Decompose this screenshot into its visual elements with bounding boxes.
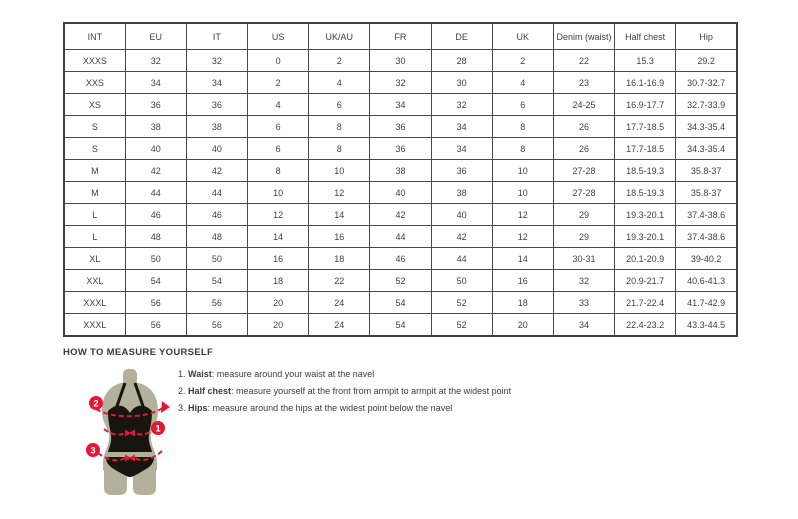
column-header: EU: [125, 23, 186, 50]
table-cell: 16: [492, 270, 553, 292]
table-cell: S: [64, 116, 125, 138]
table-cell: 52: [431, 292, 492, 314]
instruction-label: Hips: [188, 403, 208, 413]
table-cell: 20: [492, 314, 553, 337]
instruction-number: 3.: [178, 403, 186, 413]
table-cell: 17.7-18.5: [615, 116, 676, 138]
size-chart-table: [63, 22, 738, 337]
table-cell: 20.9-21.7: [615, 270, 676, 292]
table-row: [64, 138, 737, 160]
table-cell: 32: [370, 72, 431, 94]
table-cell: 6: [492, 94, 553, 116]
table-cell: 34: [431, 138, 492, 160]
table-row: [64, 204, 737, 226]
table-cell: 40.6-41.3: [676, 270, 737, 292]
table-cell: 33: [553, 292, 614, 314]
table-cell: 56: [125, 292, 186, 314]
table-cell: 26: [553, 116, 614, 138]
table-cell: 40: [125, 138, 186, 160]
table-cell: 34: [553, 314, 614, 337]
how-to-measure-title: HOW TO MEASURE YOURSELF: [63, 347, 214, 358]
instruction-number: 2.: [178, 386, 186, 396]
table-cell: 8: [492, 138, 553, 160]
table-cell: 54: [186, 270, 247, 292]
table-cell: 24: [309, 314, 370, 337]
svg-text:2: 2: [93, 398, 99, 409]
table-cell: 35.8-37: [676, 160, 737, 182]
table-cell: 18: [309, 248, 370, 270]
table-cell: 30: [370, 50, 431, 72]
table-cell: 16.9-17.7: [615, 94, 676, 116]
mannequin-measurement-illustration: [82, 369, 178, 497]
svg-text:1: 1: [155, 423, 161, 434]
table-cell: 18: [492, 292, 553, 314]
table-cell: 30.7-32.7: [676, 72, 737, 94]
table-cell: 46: [125, 204, 186, 226]
table-cell: 34: [125, 72, 186, 94]
table-cell: 42: [370, 204, 431, 226]
table-cell: 26: [553, 138, 614, 160]
table-row: [64, 226, 737, 248]
mannequin-figure-svg: [82, 369, 178, 497]
table-cell: 12: [248, 204, 309, 226]
table-cell: 34: [431, 116, 492, 138]
table-cell: 20: [248, 292, 309, 314]
table-cell: 4: [492, 72, 553, 94]
column-header: IT: [186, 23, 247, 50]
table-cell: 29: [553, 204, 614, 226]
table-cell: 40: [431, 204, 492, 226]
instruction-label: Half chest: [188, 386, 232, 396]
table-cell: 4: [309, 72, 370, 94]
table-cell: 8: [309, 116, 370, 138]
table-cell: 34: [370, 94, 431, 116]
instruction-hips: [178, 403, 511, 413]
table-cell: 6: [248, 138, 309, 160]
table-cell: 29.2: [676, 50, 737, 72]
table-cell: 36: [370, 116, 431, 138]
table-cell: M: [64, 160, 125, 182]
table-cell: 22: [309, 270, 370, 292]
table-cell: 14: [309, 204, 370, 226]
table-cell: 8: [492, 116, 553, 138]
table-cell: 41.7-42.9: [676, 292, 737, 314]
table-row: [64, 270, 737, 292]
table-cell: 34.3-35.4: [676, 138, 737, 160]
instruction-number: 1.: [178, 369, 186, 379]
column-header: Half chest: [615, 23, 676, 50]
table-cell: 32: [431, 94, 492, 116]
instruction-text: : measure yourself at the front from armpit to armpit at the widest point: [231, 386, 512, 396]
table-cell: 15.3: [615, 50, 676, 72]
table-cell: 14: [492, 248, 553, 270]
table-cell: 28: [431, 50, 492, 72]
table-row: [64, 116, 737, 138]
table-cell: 17.7-18.5: [615, 138, 676, 160]
table-cell: 36: [186, 94, 247, 116]
table-cell: 32.7-33.9: [676, 94, 737, 116]
table-cell: 50: [125, 248, 186, 270]
column-header: Denim (waist): [553, 23, 614, 50]
table-cell: 24: [309, 292, 370, 314]
table-cell: 24-25: [553, 94, 614, 116]
table-cell: 12: [492, 204, 553, 226]
table-cell: 37.4-38.6: [676, 204, 737, 226]
column-header: US: [248, 23, 309, 50]
table-cell: 34.3-35.4: [676, 116, 737, 138]
instruction-half-chest: [178, 386, 511, 396]
table-cell: 10: [248, 182, 309, 204]
table-cell: 54: [125, 270, 186, 292]
table-cell: 36: [370, 138, 431, 160]
badge-waist: [151, 421, 165, 435]
table-cell: 12: [492, 226, 553, 248]
table-cell: XL: [64, 248, 125, 270]
table-cell: 2: [309, 50, 370, 72]
column-header: UK: [492, 23, 553, 50]
table-cell: 38: [125, 116, 186, 138]
table-cell: 2: [248, 72, 309, 94]
table-cell: 46: [186, 204, 247, 226]
table-cell: 40: [370, 182, 431, 204]
table-cell: 8: [248, 160, 309, 182]
table-cell: 44: [431, 248, 492, 270]
table-cell: 50: [431, 270, 492, 292]
table-cell: 38: [431, 182, 492, 204]
table-cell: 37.4-38.6: [676, 226, 737, 248]
table-cell: 16: [248, 248, 309, 270]
table-row: [64, 72, 737, 94]
table-cell: 44: [370, 226, 431, 248]
table-row: [64, 160, 737, 182]
table-cell: 0: [248, 50, 309, 72]
table-cell: 34: [186, 72, 247, 94]
column-header: INT: [64, 23, 125, 50]
table-cell: S: [64, 138, 125, 160]
table-row: [64, 292, 737, 314]
table-cell: 35.8-37: [676, 182, 737, 204]
column-header: Hip: [676, 23, 737, 50]
table-cell: 16.1-16.9: [615, 72, 676, 94]
table-cell: 44: [125, 182, 186, 204]
badge-hips: [86, 443, 100, 457]
table-cell: 23: [553, 72, 614, 94]
table-cell: 16: [309, 226, 370, 248]
table-cell: 52: [431, 314, 492, 337]
table-cell: 56: [125, 314, 186, 337]
table-row: [64, 248, 737, 270]
size-chart-header-row: [64, 23, 737, 50]
table-cell: 42: [125, 160, 186, 182]
table-cell: 32: [125, 50, 186, 72]
table-cell: 56: [186, 314, 247, 337]
table-cell: 40: [186, 138, 247, 160]
table-cell: L: [64, 226, 125, 248]
table-cell: 30: [431, 72, 492, 94]
table-cell: 38: [370, 160, 431, 182]
table-cell: 22: [553, 50, 614, 72]
table-cell: 19.3-20.1: [615, 204, 676, 226]
table-cell: XXXL: [64, 314, 125, 337]
table-cell: 54: [370, 292, 431, 314]
instruction-label: Waist: [188, 369, 212, 379]
table-cell: 36: [431, 160, 492, 182]
table-cell: XS: [64, 94, 125, 116]
instruction-text: : measure around the hips at the widest point below the navel: [207, 403, 453, 413]
table-cell: 54: [370, 314, 431, 337]
table-cell: 18.5-19.3: [615, 160, 676, 182]
table-cell: 38: [186, 116, 247, 138]
table-cell: 44: [186, 182, 247, 204]
table-cell: 2: [492, 50, 553, 72]
table-cell: 12: [309, 182, 370, 204]
table-cell: XXXS: [64, 50, 125, 72]
table-cell: 27-28: [553, 160, 614, 182]
table-cell: 22.4-23.2: [615, 314, 676, 337]
table-cell: 56: [186, 292, 247, 314]
table-cell: XXS: [64, 72, 125, 94]
table-cell: 10: [492, 182, 553, 204]
table-cell: L: [64, 204, 125, 226]
table-cell: 14: [248, 226, 309, 248]
table-cell: 30-31: [553, 248, 614, 270]
svg-text:3: 3: [90, 445, 96, 456]
table-cell: M: [64, 182, 125, 204]
table-cell: 43.3-44.5: [676, 314, 737, 337]
table-cell: 8: [309, 138, 370, 160]
instruction-text: : measure around your waist at the navel: [211, 369, 375, 379]
column-header: UK/AU: [309, 23, 370, 50]
table-cell: 20.1-20.9: [615, 248, 676, 270]
table-cell: 27-28: [553, 182, 614, 204]
table-row: [64, 94, 737, 116]
table-cell: 42: [431, 226, 492, 248]
table-row: [64, 182, 737, 204]
table-cell: 4: [248, 94, 309, 116]
table-cell: 46: [370, 248, 431, 270]
table-cell: 39-40.2: [676, 248, 737, 270]
table-cell: XXXL: [64, 292, 125, 314]
table-cell: XXL: [64, 270, 125, 292]
column-header: DE: [431, 23, 492, 50]
table-row: [64, 314, 737, 337]
measure-instructions: [178, 369, 511, 420]
table-cell: 10: [309, 160, 370, 182]
table-row: [64, 50, 737, 72]
table-cell: 19.3-20.1: [615, 226, 676, 248]
table-cell: 48: [186, 226, 247, 248]
table-cell: 48: [125, 226, 186, 248]
badge-chest: [89, 396, 103, 410]
table-cell: 10: [492, 160, 553, 182]
table-cell: 6: [309, 94, 370, 116]
table-cell: 42: [186, 160, 247, 182]
table-cell: 20: [248, 314, 309, 337]
table-cell: 32: [186, 50, 247, 72]
table-cell: 52: [370, 270, 431, 292]
instruction-waist: [178, 369, 511, 379]
table-cell: 29: [553, 226, 614, 248]
table-cell: 6: [248, 116, 309, 138]
table-cell: 18.5-19.3: [615, 182, 676, 204]
column-header: FR: [370, 23, 431, 50]
table-cell: 50: [186, 248, 247, 270]
table-cell: 18: [248, 270, 309, 292]
table-cell: 32: [553, 270, 614, 292]
table-cell: 36: [125, 94, 186, 116]
table-cell: 21.7-22.4: [615, 292, 676, 314]
